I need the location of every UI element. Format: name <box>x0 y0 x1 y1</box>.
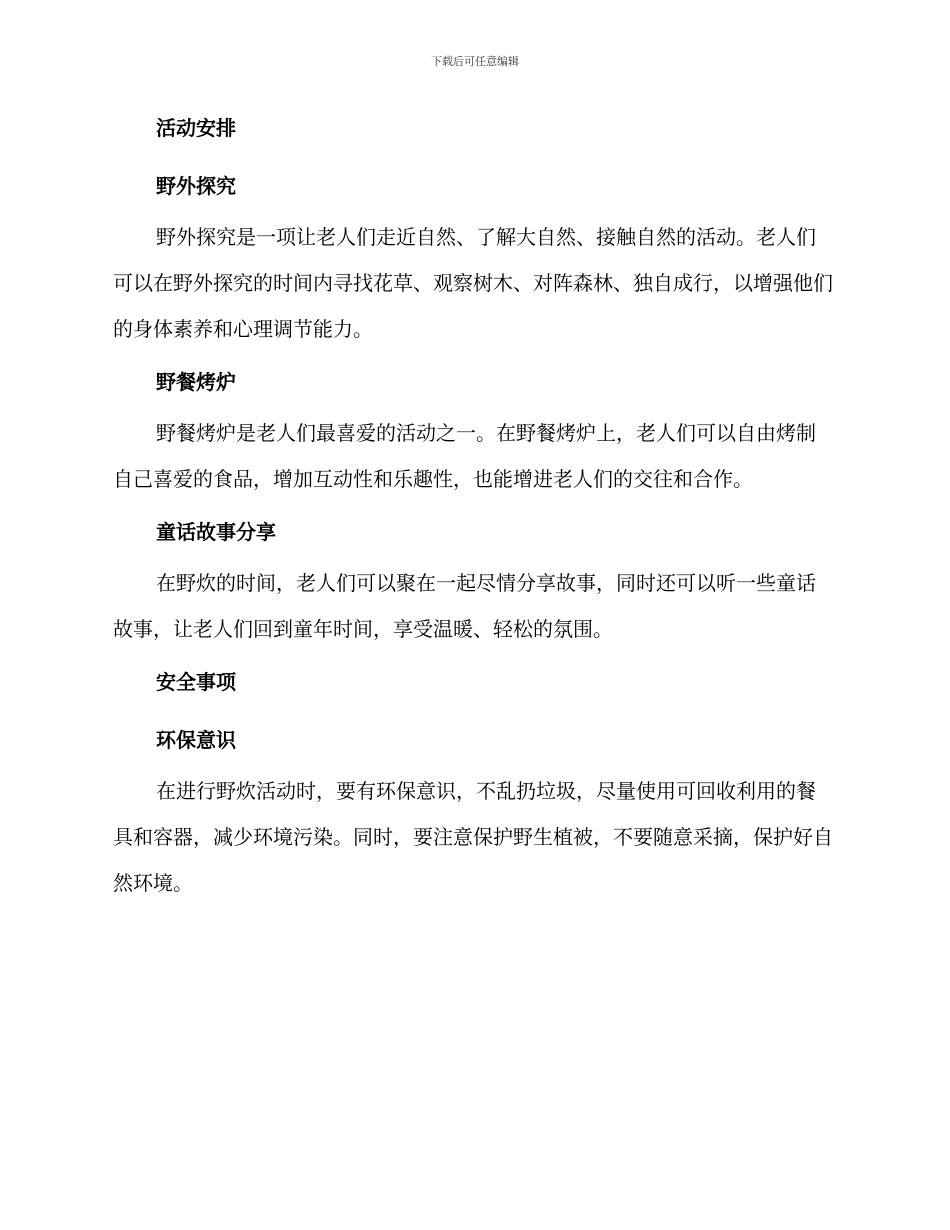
paragraph-environmental-awareness: 在进行野炊活动时，要有环保意识，不乱扔垃圾，尽量使用可回收利用的餐具和容器，减少环境污染。同时，要注意保护野生植被，不要随意采摘，保护好自然环境。 <box>113 779 833 895</box>
page-header-note: 下载后可任意编辑 <box>431 55 519 68</box>
section-heading-field-exploration: 野外探究 <box>156 174 236 198</box>
paragraph-fairy-tale-sharing: 在野炊的时间，老人们可以聚在一起尽情分享故事，同时还可以听一些童话故事，让老人们回到童年时间，享受温暖、轻松的氛围。 <box>113 571 816 641</box>
paragraph-field-exploration: 野外探究是一项让老人们走近自然、了解大自然、接触自然的活动。老人们可以在野外探究的时间内寻找花草、观察树木、对阵森林、独自成行，以增强他们的身体素养和心理调节能力。 <box>113 225 833 341</box>
section-heading-fairy-tale-sharing: 童话故事分享 <box>156 520 276 544</box>
section-heading-safety-matters: 安全事项 <box>156 670 236 694</box>
section-heading-environmental-awareness: 环保意识 <box>156 728 236 752</box>
document-body <box>113 111 833 906</box>
paragraph-picnic-grill: 野餐烤炉是老人们最喜爱的活动之一。在野餐烤炉上，老人们可以自由烤制自己喜爱的食品，增加互动性和乐趣性，也能增进老人们的交往和合作。 <box>113 421 816 491</box>
section-heading-picnic-grill: 野餐烤炉 <box>156 370 236 394</box>
section-heading-activity-schedule: 活动安排 <box>156 116 236 140</box>
